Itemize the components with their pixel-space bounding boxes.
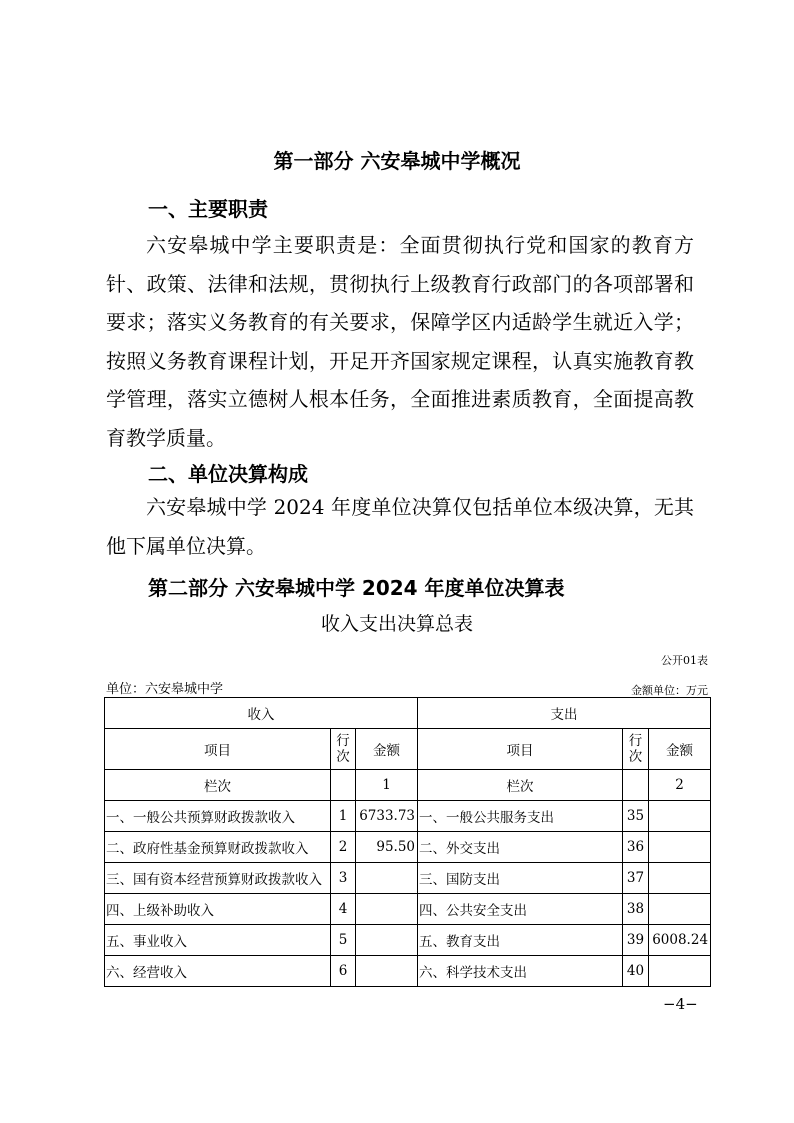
income-amount: 95.50 [356,832,418,863]
lanci-expense-row-blank [623,770,649,801]
income-item: 四、上级补助收入 [105,894,331,925]
table-row [105,925,711,956]
part1-title: 第一部分 六安皋城中学概况 [273,149,521,173]
income-item: 一、一般公共预算财政拨款收入 [105,801,331,832]
income-amount: 6733.73 [356,801,418,832]
table-row [105,894,711,925]
expense-item: 一、一般公共服务支出 [418,801,623,832]
income-item: 五、事业收入 [105,925,331,956]
expense-amount [649,956,711,987]
expense-item: 二、外交支出 [418,832,623,863]
table-row [105,956,711,987]
income-row-no: 5 [331,925,356,956]
income-row-no: 2 [331,832,356,863]
lanci-income: 栏次 [105,770,331,801]
income-item: 三、国有资本经营预算财政拨款收入 [105,863,331,894]
expense-item: 六、科学技术支出 [418,956,623,987]
col-amount-income: 金额 [356,729,418,770]
unit-label: 单位：六安皋城中学 [106,682,224,697]
income-amount [356,863,418,894]
table-row [105,832,711,863]
expense-item: 三、国防支出 [418,863,623,894]
expense-row-no: 37 [623,863,649,894]
col-item-income: 项目 [105,729,331,770]
income-row-no: 3 [331,863,356,894]
amount-unit: 金额单位：万元 [631,684,708,697]
lanci-income-row-blank [331,770,356,801]
part2-title: 第二部分 六安皋城中学 2024 年度单位决算表 [148,576,565,600]
section2-heading: 二、单位决算构成 [148,462,308,486]
income-item: 六、经营收入 [105,956,331,987]
expense-header: 支出 [418,698,711,729]
expense-amount [649,832,711,863]
table-caption: 收入支出决算总表 [320,613,473,635]
page-number: −4− [663,995,698,1013]
table-row [105,801,711,832]
form-code: 公开01表 [661,654,708,667]
table-row [105,863,711,894]
col-row-income: 行 次 [331,729,356,770]
section1-heading: 一、主要职责 [148,197,268,221]
expense-row-no: 35 [623,801,649,832]
income-amount [356,925,418,956]
lanci-expense: 栏次 [418,770,623,801]
income-row-no: 4 [331,894,356,925]
income-amount [356,894,418,925]
lanci-expense-col-no: 2 [649,770,711,801]
col-amount-expense: 金额 [649,729,711,770]
income-amount [356,956,418,987]
section1-paragraph: 六安皋城中学主要职责是：全面贯彻执行党和国家的教育方针、政策、法律和法规，贯彻执行上级教育行政部门的各项部署和要求；落实义务教育的有关要求，保障学区内适龄学生就近入学；按照义务教育课程计划，开足开齐国家规定课程，认真实施教育教学管理，落实立德树人根本任务，全面推进素质教育，全面提高教育教学质量。 [106,233,694,450]
expense-item: 五、教育支出 [418,925,623,956]
expense-row-no: 36 [623,832,649,863]
income-header: 收入 [105,698,418,729]
expense-amount [649,894,711,925]
expense-item: 四、公共安全支出 [418,894,623,925]
income-row-no: 6 [331,956,356,987]
expense-amount: 6008.24 [649,925,711,956]
expense-amount [649,863,711,894]
income-row-no: 1 [331,801,356,832]
expense-row-no: 40 [623,956,649,987]
col-row-expense: 行 次 [623,729,649,770]
expense-row-no: 39 [623,925,649,956]
col-item-expense: 项目 [418,729,623,770]
expense-amount [649,801,711,832]
section2-paragraph: 六安皋城中学 2024 年度单位决算仅包括单位本级决算，无其他下属单位决算。 [106,495,694,558]
income-expense-table [104,697,711,987]
expense-row-no: 38 [623,894,649,925]
lanci-income-col-no: 1 [356,770,418,801]
income-item: 二、政府性基金预算财政拨款收入 [105,832,331,863]
